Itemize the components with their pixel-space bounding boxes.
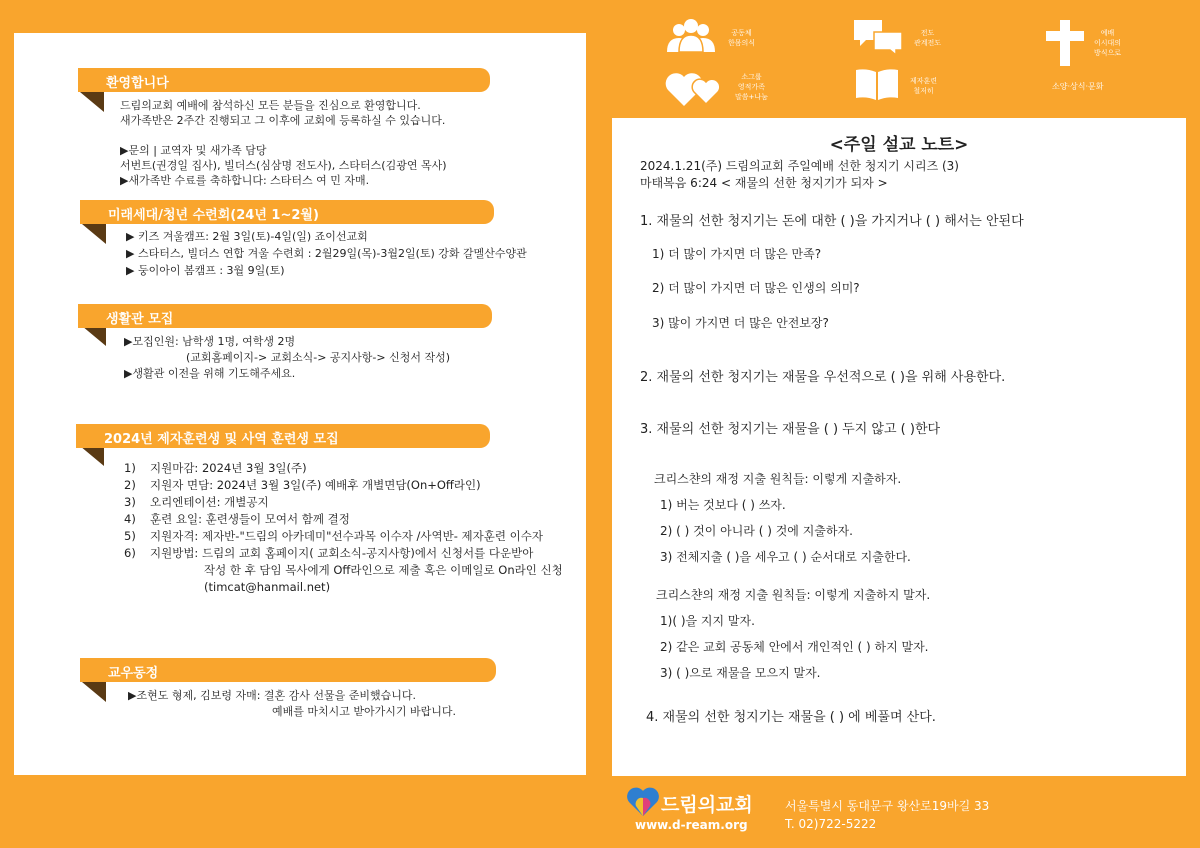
list-item <box>124 545 563 562</box>
principle-dont-title: 크리스챤의 재정 지출 원칙들: 이렇게 지출하지 말자. <box>656 588 931 602</box>
news-line: 예배를 마치시고 받아가시기 바랍니다. <box>272 705 457 718</box>
point-1b: 2) 더 많이 가지면 더 많은 인생의 의미? <box>652 281 860 295</box>
list-item <box>124 562 563 579</box>
item-text: 오리엔테이션: 개별공지 <box>150 495 269 509</box>
header-fold <box>82 682 106 702</box>
trainee-list <box>124 460 563 596</box>
note-scripture: 마태복음 6:24 < 재물의 선한 청지기가 되자 > <box>640 176 888 190</box>
news-body <box>128 688 456 720</box>
item-text: 지원자 면담: 2024년 3월 3일(주) 예배후 개별면담(On+Off라인) <box>150 478 481 492</box>
principle-do-1: 1) 버는 것보다 ( ) 쓰자. <box>660 498 786 512</box>
book-icon <box>854 68 900 106</box>
retreat-line: ▶ 키즈 겨울캠프: 2월 3일(토)-4일(일) 죠이선교회 <box>126 230 368 243</box>
retreat-body <box>126 228 527 279</box>
item-text: (timcat@hanmail.net) <box>204 580 331 594</box>
header-fold <box>80 92 104 112</box>
dorm-line: ▶생활관 이전을 위해 기도해주세요. <box>124 367 296 380</box>
point-1a: 1) 더 많이 가지면 더 많은 만족? <box>652 247 822 261</box>
note-title: <주일 설교 노트> <box>829 135 969 155</box>
section-header-trainee: 2024년 제자훈련생 및 사역 훈련생 모집 <box>76 424 490 448</box>
list-item <box>124 460 563 477</box>
news-line: ▶조현도 형제, 김보령 자매: 결혼 감사 선물을 준비했습니다. <box>128 689 417 702</box>
item-text: 지원마감: 2024년 3월 3일(주) <box>150 461 307 475</box>
church-phone: T. 02)722-5222 <box>785 817 877 831</box>
list-item <box>124 511 563 528</box>
sermon-note-panel <box>612 118 1186 776</box>
header-fold <box>82 326 106 346</box>
icon-label-line: 영적가족 <box>737 83 765 91</box>
item-number <box>124 562 204 579</box>
icon-label-evangelism <box>914 28 941 48</box>
icon-label-line: 한몸의식 <box>728 39 756 47</box>
section-header-news: 교우동정 <box>80 658 496 682</box>
principle-do-title: 크리스챤의 재정 지출 원칙들: 이렇게 지출하자. <box>654 472 902 486</box>
icon-label-line: 관계전도 <box>914 39 942 47</box>
point-1c: 3) 많이 가지면 더 많은 안전보장? <box>652 316 829 330</box>
item-text: 작성 한 후 담임 목사에게 Off라인으로 제출 혹은 이메일로 On라인 신청 <box>204 563 563 577</box>
item-number: 3) <box>124 495 136 509</box>
list-item <box>124 579 563 596</box>
icon-label-line: 제자훈련 <box>910 77 938 85</box>
point-3: 3. 재물의 선한 청지기는 재물을 ( ) 두지 않고 ( )한다 <box>640 422 941 437</box>
note-date-series: 2024.1.21(주) 드림의교회 주일예배 선한 청지기 시리즈 (3) <box>640 159 959 173</box>
item-text: 훈련 요일: 훈련생들이 모여서 함께 결정 <box>150 512 350 526</box>
church-address: 서울특별시 동대문구 왕산로19바길 33 <box>785 799 990 813</box>
point-4: 4. 재물의 선한 청지기는 재물을 ( ) 에 베풀며 산다. <box>646 710 936 725</box>
icon-label-line: 공동체 <box>731 29 752 37</box>
list-item <box>124 528 563 545</box>
welcome-line: 서번트(권경일 집사), 빌더스(심삼명 전도사), 스타터스(김광연 목사) <box>120 159 447 172</box>
list-item <box>124 477 563 494</box>
icon-label-community <box>728 28 755 48</box>
welcome-line: 새가족반은 2주간 진행되고 그 이후에 교회에 등록하실 수 있습니다. <box>120 114 446 127</box>
dorm-line: ▶모집인원: 남학생 1명, 여학생 2명 <box>124 335 296 348</box>
section-header-dorm: 생활관 모집 <box>78 304 492 328</box>
icon-label-line: 소그룹 <box>741 73 762 81</box>
header-fold <box>80 446 104 466</box>
icon-label-line: 예배 <box>1100 29 1115 37</box>
icon-label-line: 말씀+나눔 <box>735 93 768 101</box>
speech-bubbles-icon <box>852 18 904 60</box>
icon-label-smallgroup <box>735 72 768 102</box>
item-text: 지원자격: 제자반-"드림의 아카데미"선수과목 이수자 /사역반- 제자훈련 이수자 <box>150 529 543 543</box>
welcome-line: ▶새가족반 수료를 축하합니다: 스타터스 여 민 자매. <box>120 174 370 187</box>
header-fold <box>82 224 106 244</box>
principle-do-3: 3) 전체지출 ( )을 세우고 ( ) 순서대로 지출한다. <box>660 550 911 564</box>
church-contact <box>785 797 989 833</box>
hearts-icon <box>664 68 724 112</box>
section-header-retreat: 미래세대/청년 수련회(24년 1~2월) <box>80 200 494 224</box>
cross-icon <box>1046 20 1084 70</box>
principle-dont-2: 2) 같은 교회 공동체 안에서 개인적인 ( ) 하지 말자. <box>660 640 929 654</box>
church-url[interactable]: www.d-ream.org <box>635 818 748 832</box>
icon-label-line: 소양·상식·문화 <box>1052 82 1104 91</box>
icon-label-worship <box>1094 28 1121 58</box>
point-2: 2. 재물의 선한 청지기는 재물을 우선적으로 ( )을 위해 사용한다. <box>640 370 1006 385</box>
dorm-body <box>124 334 450 382</box>
icon-label-discipleship <box>910 76 937 96</box>
item-number: 6) <box>124 546 136 560</box>
principle-dont-1: 1)( )을 지지 말자. <box>660 614 755 628</box>
icon-label-culture <box>1052 82 1103 92</box>
dorm-line: (교회홈페이지-> 교회소식-> 공지사항-> 신청서 작성) <box>186 351 451 364</box>
retreat-line: ▶ 둥이아이 봄캠프 : 3월 9일(토) <box>126 264 285 277</box>
item-number <box>124 579 204 596</box>
retreat-line: ▶ 스타터스, 빌더스 연합 겨울 수련회 : 2월29일(목)-3월2일(토) 강화 갈멜산수양관 <box>126 247 527 260</box>
icon-label-line: 방식으로 <box>1094 49 1122 57</box>
icon-label-line: 철저히 <box>913 87 934 95</box>
item-number: 4) <box>124 512 136 526</box>
section-header-welcome: 환영합니다 <box>78 68 490 92</box>
welcome-line: ▶문의 | 교역자 및 새가족 담당 <box>120 144 267 157</box>
icon-label-line: 이시대의 <box>1094 39 1122 47</box>
people-icon <box>665 18 717 58</box>
welcome-line: 드림의교회 예배에 참석하신 모든 분들을 진심으로 환영합니다. <box>120 99 421 112</box>
icon-label-line: 전도 <box>920 29 935 37</box>
list-item <box>124 494 563 511</box>
church-logo-icon <box>626 786 660 822</box>
principle-dont-3: 3) ( )으로 재물을 모으지 말자. <box>660 666 821 680</box>
item-number: 1) <box>124 461 136 475</box>
welcome-line <box>120 128 447 143</box>
principle-do-2: 2) ( ) 것이 아니라 ( ) 것에 지출하자. <box>660 524 853 538</box>
welcome-body <box>120 98 447 188</box>
item-number: 2) <box>124 478 136 492</box>
item-text: 지원방법: 드림의 교회 홈페이지( 교회소식-공지사항)에서 신청서를 다운받아 <box>150 546 534 560</box>
item-number: 5) <box>124 529 136 543</box>
point-1: 1. 재물의 선한 청지기는 돈에 대한 ( )을 가지거나 ( ) 해서는 안된다 <box>640 214 1024 229</box>
church-name: 드림의교회 <box>661 794 753 816</box>
